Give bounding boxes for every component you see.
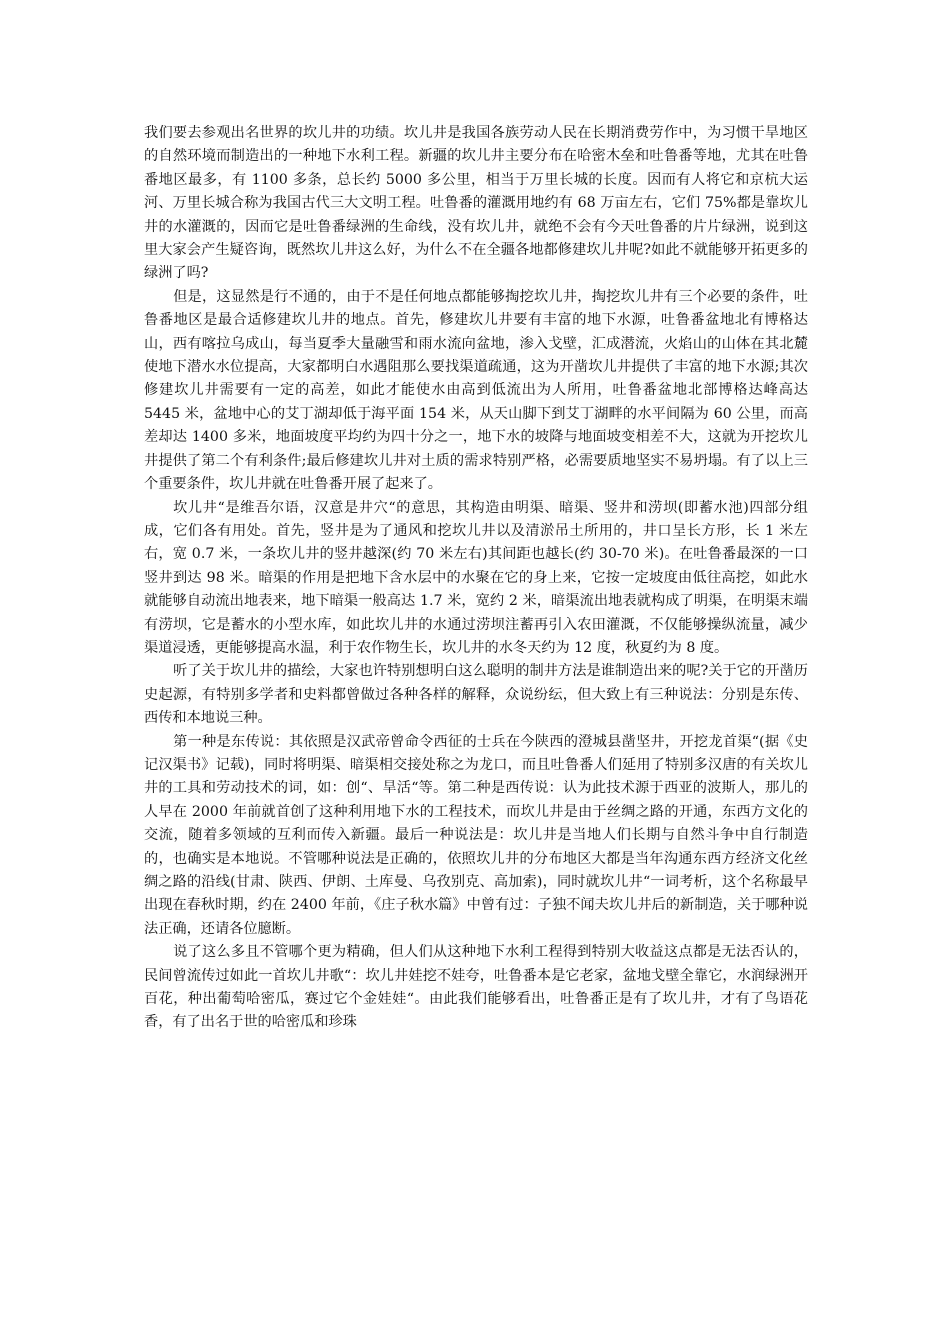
paragraph-origins: 听了关于坎儿井的描绘，大家也许特别想明白这么聪明的制井方法是谁制造出来的呢?关于它的开凿历史起源，有特别多学者和史料都曾做过各种各样的解释，众说纷纭，但大致上有三种说法：分别是东传、西传和本地说三种。 — [144, 663, 808, 727]
paragraph-structure: 坎儿井“是维吾尔语，汉意是井穴“的意思，其构造由明渠、暗渠、竖井和涝坝(即蓄水池)四部分组成，它们各有用处。首先，竖井是为了通风和挖坎儿井以及清淤吊土所用的，井口呈长方形，长 1 米左右，宽 0.7 米，一条坎儿井的竖井越深(约 70 米左右)其间距也越长(约 30-70 米)。在吐鲁番最深的一口竖井到达 98 米。暗渠的作用是把地下含水层中的水聚在它的身上来，它按一定坡度由低往高挖，如此水就能够自动流出地表来，地下暗渠一般高达 1.7 米，宽约 2 米，暗渠流出地表就构成了明渠，在明渠末端有涝坝，它是蓄水的小型水库，如此坎儿井的水通过涝坝注蓄再引入农田灌溉，不仅能够操纵流量，减少渠道浸透，更能够提高水温，利于农作物生长，坎儿井的水冬天约为 12 度，秋夏约为 8 度。 — [144, 499, 808, 656]
document-body — [144, 122, 808, 1035]
paragraph-conditions: 但是，这显然是行不通的，由于不是任何地点都能够掏挖坎儿井，掏挖坎儿井有三个必要的条件，吐鲁番地区是最合适修建坎儿井的地点。首先，修建坎儿井要有丰富的地下水源，吐鲁番盆地北有博格达山，西有喀拉乌成山，每当夏季大量融雪和雨水流向盆地，渗入戈壁，汇成潜流，火焰山的山体在其北麓使地下潜水水位提高，大家都明白水遇阻那么要找渠道疏通，这为开凿坎儿井提供了丰富的地下水源;其次修建坎儿井需要有一定的高差，如此才能使水由高到低流出为人所用，吐鲁番盆地北部博格达峰高达 5445 米，盆地中心的艾丁湖却低于海平面 154 米，从天山脚下到艾丁湖畔的水平间隔为 60 公里，而高差却达 1400 多米，地面坡度平均约为四十分之一，地下水的坡降与地面坡变相差不大，这就为开挖坎儿井提供了第二个有利条件;最后修建坎儿井对土质的需求特别严格，必需要质地坚实不易坍塌。有了以上三个重要条件，坎儿井就在吐鲁番开展了起来了。 — [144, 288, 808, 493]
paragraph-theories: 第一种是东传说：其依照是汉武帝曾命令西征的士兵在今陕西的澄城县凿坚井，开挖龙首渠“(据《史记汉渠书》记载)，同时将明渠、暗渠相交接处称之为龙口，而且吐鲁番人们延用了特别多汉唐的有关坎儿井的工具和劳动技术的词，如：创“、旱活“等。第二种是西传说：认为此技术源于西亚的波斯人，那儿的人早在 2000 年前就首创了这种利用地下水的工程技术，而坎儿井是由于丝绸之路的开通，东西方文化的交流，随着多领域的互利而传入新疆。最后一种说法是：坎儿井是当地人们长期与自然斗争中自行制造的，也确实是本地说。不管哪种说法是正确的，依照坎儿井的分布地区大都是当年沟通东西方经济文化丝绸之路的沿线(甘肃、陕西、伊朗、土库曼、乌孜别克、高加索)，同时就坎儿井“一词考析，这个名称最早出现在春秋时期，约在 2400 年前，《庄子秋水篇》中曾有过：子独不闻夫坎儿井后的新制造，关于哪种说法正确，还请各位臆断。 — [144, 733, 808, 937]
paragraph-song: 说了这么多且不管哪个更为精确，但人们从这种地下水利工程得到特别大收益这点都是无法否认的，民间曾流传过如此一首坎儿井歌“：坎儿井娃挖不娃夸，吐鲁番本是它老家，盆地戈壁全靠它，水润绿洲开百花，种出葡萄哈密瓜，赛过它个金娃娃“。由此我们能够看出，吐鲁番正是有了坎儿井，才有了鸟语花香，有了出名于世的哈密瓜和珍珠 — [144, 944, 808, 1031]
paragraph-intro: 我们要去参观出名世界的坎儿井的功绩。坎儿井是我国各族劳动人民在长期消费劳作中，为习惯干旱地区的自然环境而制造出的一种地下水利工程。新疆的坎儿井主要分布在哈密木垒和吐鲁番等地，尤其在吐鲁番地区最多，有 1100 多条，总长约 5000 多公里，相当于万里长城的长度。因而有人将它和京杭大运河、万里长城合称为我国古代三大文明工程。吐鲁番的灌溉用地约有 68 万亩左右，它们 75%都是靠坎儿井的水灌溉的，因而它是吐鲁番绿洲的生命线，没有坎儿井，就绝不会有今天吐鲁番的片片绿洲，说到这里大家会产生疑咨询，既然坎儿井这么好，为什么不在全疆各地都修建坎儿井呢?如此不就能够开拓更多的绿洲了吗? — [144, 125, 808, 282]
